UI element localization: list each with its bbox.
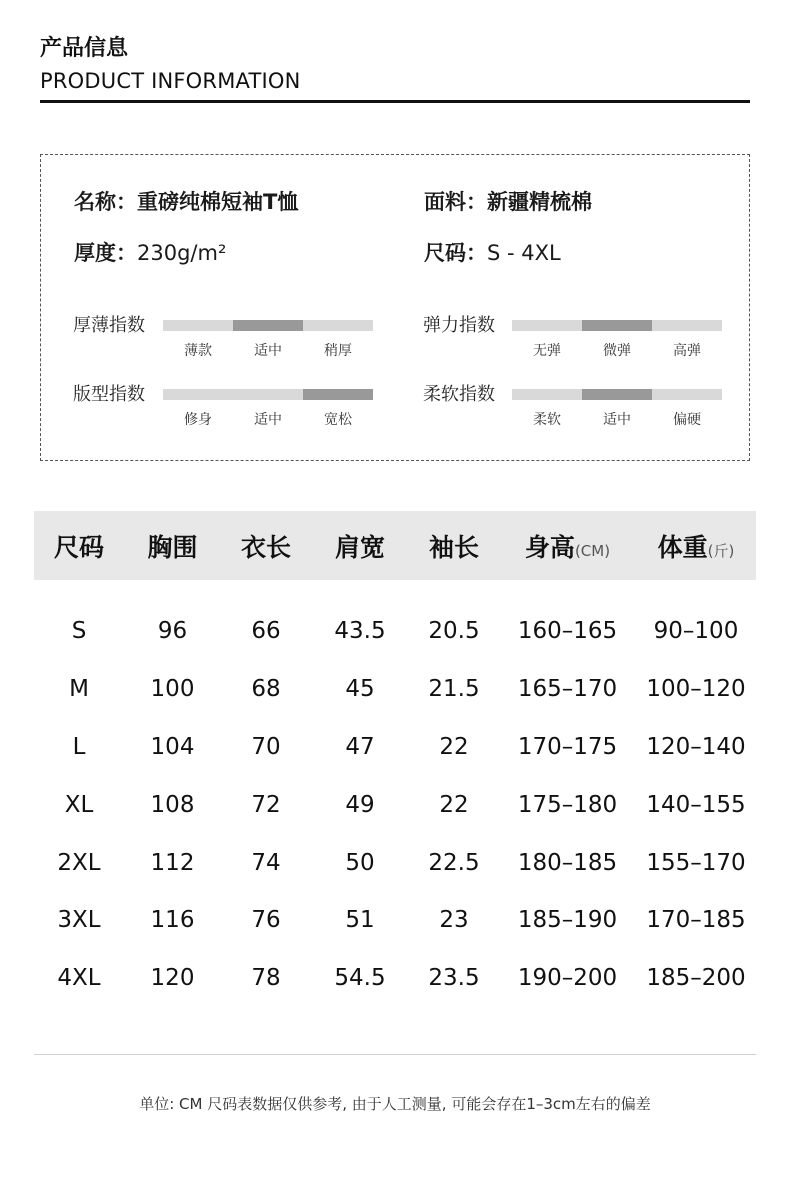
thickness-meter-label: 厚薄指数 xyxy=(73,315,145,336)
table-cell: 175–180 xyxy=(517,792,618,818)
table-cell: 47 xyxy=(345,734,375,760)
meter-tick: 柔软 xyxy=(533,412,561,428)
table-cell: 76 xyxy=(251,907,281,933)
meter-tick: 高弹 xyxy=(673,343,701,359)
meter-tick: 修身 xyxy=(184,412,212,428)
meter-segment xyxy=(303,389,373,400)
table-cell: XL xyxy=(64,792,94,818)
fabric-field xyxy=(424,187,592,217)
meter-segment xyxy=(512,389,582,400)
table-cell: 54.5 xyxy=(334,965,386,991)
table-cell: 68 xyxy=(251,676,281,702)
column-header-height-label: 身高 xyxy=(524,532,575,562)
column-header-weight-unit: (斤) xyxy=(707,541,735,560)
table-cell: 2XL xyxy=(57,850,101,876)
product-name-value: 重磅纯棉短袖T恤 xyxy=(137,190,299,214)
weight-field xyxy=(74,238,226,268)
table-cell: 160–165 xyxy=(517,618,618,644)
fit-meter-bar xyxy=(163,389,373,400)
table-cell: 185–200 xyxy=(646,965,746,991)
table-cell: 23.5 xyxy=(428,965,480,991)
header-divider xyxy=(40,100,750,103)
table-cell: 165–170 xyxy=(517,676,618,702)
meter-tick: 薄款 xyxy=(184,343,212,359)
meter-segment xyxy=(233,389,303,400)
table-cell: 74 xyxy=(251,850,281,876)
meter-segment xyxy=(163,320,233,331)
table-row xyxy=(34,900,756,940)
table-cell: 4XL xyxy=(57,965,101,991)
meter-segment xyxy=(582,389,652,400)
measurement-disclaimer: 单位: CM 尺码表数据仅供参考, 由于人工测量, 可能会存在1–3cm左右的偏差 xyxy=(139,1095,651,1113)
table-cell: 190–200 xyxy=(517,965,618,991)
table-cell: S xyxy=(71,618,87,644)
table-cell: 45 xyxy=(345,676,375,702)
section-header xyxy=(40,34,750,95)
table-cell: 21.5 xyxy=(428,676,480,702)
table-cell: 23 xyxy=(439,907,469,933)
table-cell: 49 xyxy=(345,792,375,818)
table-cell: 120–140 xyxy=(646,734,746,760)
table-cell: 50 xyxy=(345,850,375,876)
table-cell: 180–185 xyxy=(517,850,618,876)
size-table-header xyxy=(34,511,756,580)
table-cell: M xyxy=(69,676,89,702)
table-cell: 51 xyxy=(345,907,375,933)
column-header-shoulder: 肩宽 xyxy=(334,532,385,562)
thickness-meter-bar xyxy=(163,320,373,331)
table-row xyxy=(34,785,756,825)
product-info-box xyxy=(40,154,750,461)
softness-meter-bar xyxy=(512,389,722,400)
table-row xyxy=(34,611,756,651)
table-cell: 43.5 xyxy=(334,618,386,644)
softness-meter-ticks xyxy=(512,409,722,429)
meter-tick: 宽松 xyxy=(324,412,352,428)
meter-segment xyxy=(582,320,652,331)
table-cell: 170–175 xyxy=(517,734,618,760)
elasticity-meter-label: 弹力指数 xyxy=(423,315,495,336)
table-row xyxy=(34,843,756,883)
table-cell: 112 xyxy=(150,850,195,876)
table-cell: 90–100 xyxy=(653,618,739,644)
table-cell: 3XL xyxy=(57,907,101,933)
weight-label: 厚度： xyxy=(74,241,137,265)
table-cell: 22 xyxy=(439,734,469,760)
softness-meter-label: 柔软指数 xyxy=(423,384,495,405)
weight-value: 230g/m² xyxy=(137,241,227,265)
column-header-length: 衣长 xyxy=(240,532,291,562)
table-cell: 104 xyxy=(150,734,195,760)
table-cell: 170–185 xyxy=(646,907,746,933)
section-title-cn: 产品信息 xyxy=(40,36,129,61)
column-header-sleeve: 袖长 xyxy=(428,532,479,562)
meter-tick: 适中 xyxy=(254,412,282,428)
table-row xyxy=(34,958,756,998)
table-row xyxy=(34,727,756,767)
table-cell: 108 xyxy=(150,792,195,818)
meter-segment xyxy=(163,389,233,400)
table-cell: 185–190 xyxy=(517,907,618,933)
size-range-value: S - 4XL xyxy=(487,241,561,265)
table-cell: 100 xyxy=(150,676,195,702)
fabric-label: 面料： xyxy=(424,190,487,214)
thickness-meter-ticks xyxy=(163,340,373,360)
table-cell: 22.5 xyxy=(428,850,480,876)
column-header-chest: 胸围 xyxy=(147,532,198,562)
table-cell: 140–155 xyxy=(646,792,746,818)
meter-segment xyxy=(652,389,722,400)
fabric-value: 新疆精梳棉 xyxy=(487,190,592,214)
meter-tick: 适中 xyxy=(254,343,282,359)
elasticity-meter-ticks xyxy=(512,340,722,360)
meter-segment xyxy=(303,320,373,331)
table-cell: 22 xyxy=(439,792,469,818)
table-cell: 120 xyxy=(150,965,195,991)
section-title-en: PRODUCT INFORMATION xyxy=(40,69,301,93)
table-cell: 78 xyxy=(251,965,281,991)
meter-tick: 无弹 xyxy=(533,343,561,359)
column-header-weight xyxy=(636,528,756,564)
fit-meter-ticks xyxy=(163,409,373,429)
meter-tick: 微弹 xyxy=(603,343,631,359)
size-range-label: 尺码： xyxy=(424,241,487,265)
column-header-weight-label: 体重 xyxy=(657,532,708,562)
meter-tick: 稍厚 xyxy=(324,343,352,359)
table-cell: 96 xyxy=(157,618,188,644)
elasticity-meter-bar xyxy=(512,320,722,331)
table-cell: 116 xyxy=(150,907,195,933)
size-range-field xyxy=(424,238,561,268)
product-name-label: 名称： xyxy=(74,190,137,214)
footer-divider xyxy=(34,1054,756,1055)
column-header-height xyxy=(499,528,636,564)
meter-tick: 适中 xyxy=(603,412,631,428)
table-cell: 72 xyxy=(251,792,281,818)
table-cell: 20.5 xyxy=(428,618,480,644)
column-header-height-unit: (CM) xyxy=(574,541,611,560)
product-name-field xyxy=(74,187,298,217)
table-cell: 70 xyxy=(251,734,281,760)
fit-meter-label: 版型指数 xyxy=(73,384,145,405)
meter-segment xyxy=(652,320,722,331)
meter-tick: 偏硬 xyxy=(673,412,701,428)
table-cell: L xyxy=(72,734,86,760)
table-cell: 66 xyxy=(251,618,281,644)
table-cell: 100–120 xyxy=(646,676,746,702)
meter-segment xyxy=(233,320,303,331)
table-cell: 155–170 xyxy=(646,850,746,876)
table-row xyxy=(34,669,756,709)
meter-segment xyxy=(512,320,582,331)
column-header-size: 尺码 xyxy=(53,532,104,562)
